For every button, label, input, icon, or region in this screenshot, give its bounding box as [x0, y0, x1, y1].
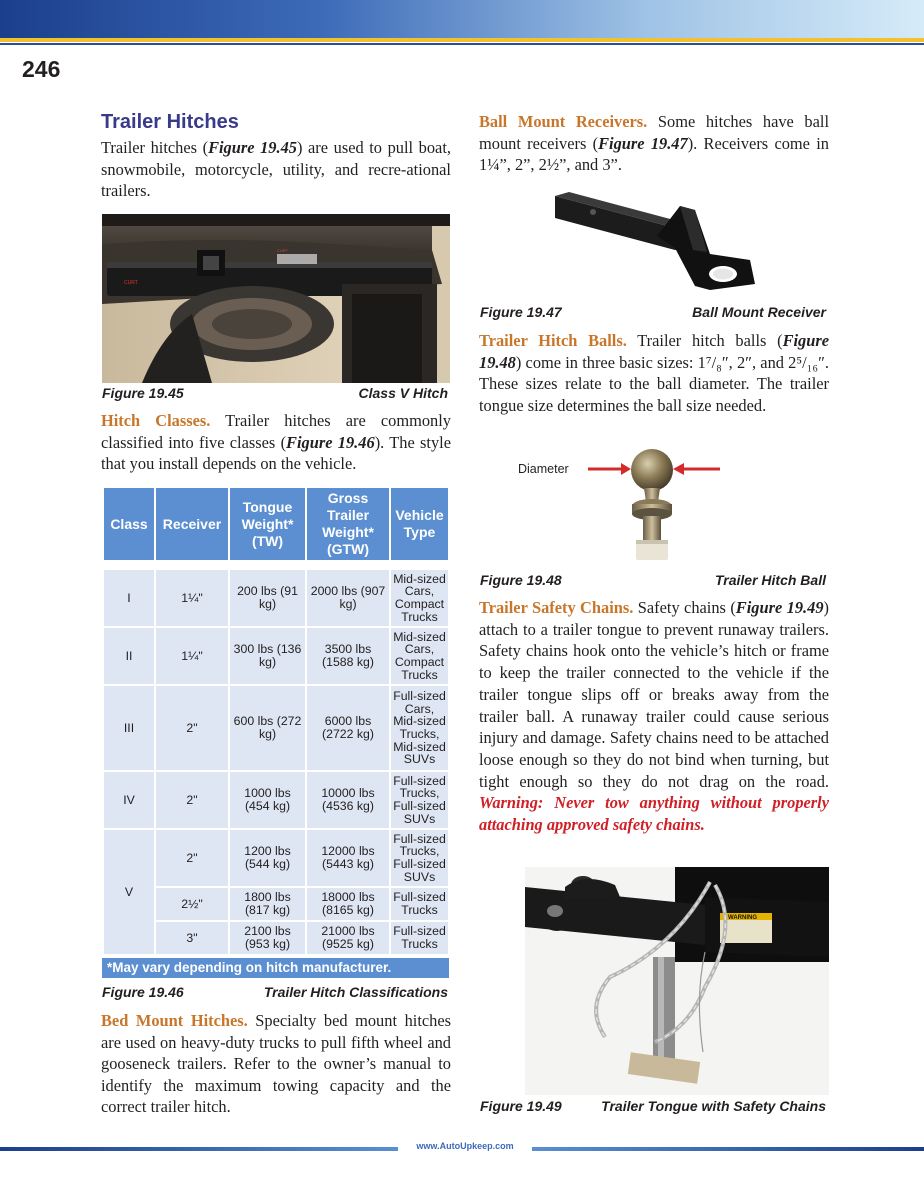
hitch-classes-paragraph: Hitch Classes. Trailer hitches are commonly classified into five classes (Figure 19.46). The style that you install depends on the vehicle.	[101, 411, 451, 474]
hitch-balls-section	[479, 330, 829, 416]
figure-19-47-caption: Figure 19.47 Ball Mount Receiver	[480, 304, 826, 320]
table-cell: Full-sized Cars, Mid-sized Trucks, Mid-sized SUVs	[390, 685, 449, 771]
table-cell: 2000 lbs (907 kg)	[306, 569, 390, 627]
table-cell: V	[103, 829, 155, 955]
header-rule-thin	[0, 43, 924, 45]
table-cell: 3"	[155, 921, 229, 955]
table-cell: Mid-sized Cars, Compact Trucks	[390, 569, 449, 627]
table-cell: Full-sized Trucks	[390, 921, 449, 955]
figure-19-48-caption: Figure 19.48 Trailer Hitch Ball	[480, 572, 826, 588]
table-header: Class	[103, 487, 155, 561]
table-cell: 1¼"	[155, 569, 229, 627]
svg-text:CURT: CURT	[277, 248, 289, 253]
header-rule	[0, 38, 924, 42]
table-cell: Full-sized Trucks, Full-sized SUVs	[390, 829, 449, 887]
section-title: Trailer Hitches	[101, 111, 239, 133]
table-row	[103, 887, 449, 921]
diameter-label: Diameter	[518, 462, 569, 476]
table-cell: 10000 lbs (4536 kg)	[306, 771, 390, 829]
table-cell: 200 lbs (91 kg)	[229, 569, 306, 627]
ball-mount-receiver-photo	[545, 188, 760, 300]
table-cell: 2"	[155, 771, 229, 829]
table-cell: 2"	[155, 685, 229, 771]
table-cell: 1800 lbs (817 kg)	[229, 887, 306, 921]
safety-chains-section	[479, 597, 829, 836]
table-cell: 18000 lbs (8165 kg)	[306, 887, 390, 921]
table-header: Gross Trailer Weight* (GTW)	[306, 487, 390, 561]
table-cell: 3500 lbs (1588 kg)	[306, 627, 390, 685]
table-cell: I	[103, 569, 155, 627]
footer-rule-left	[0, 1147, 398, 1151]
bed-mount-section	[101, 1010, 451, 1118]
intro-paragraph: Trailer hitches (Figure 19.45) are used to pull boat, snowmobile, motorcycle, utility, and recre-ational trailers.	[101, 138, 451, 201]
section-trailer-hitches	[101, 111, 451, 202]
table-row	[103, 771, 449, 829]
hitch-balls-paragraph: Trailer Hitch Balls. Trailer hitch balls (Figure 19.48) come in three basic sizes: 1⁷/₈″, 2″, and 2⁵/₁₆″. These sizes relate to the ball diameter. The trailer tongue size determines the ball size needed.	[479, 331, 830, 415]
table-cell: 1200 lbs (544 kg)	[229, 829, 306, 887]
table-cell: Full-sized Trucks, Full-sized SUVs	[390, 771, 449, 829]
table-row	[103, 627, 449, 685]
footer-url[interactable]: www.AutoUpkeep.com	[416, 1141, 514, 1151]
ball-mount-section	[479, 111, 829, 176]
figure-19-46-caption: Figure 19.46 Trailer Hitch Classifications	[102, 984, 448, 1000]
table-row	[103, 685, 449, 771]
ball-mount-paragraph: Ball Mount Receivers. Some hitches have ball mount receivers (Figure 19.47). Receivers come in 1¼”, 2”, 2½”, and 3”.	[479, 112, 829, 175]
table-cell: III	[103, 685, 155, 771]
svg-text:CURT: CURT	[124, 280, 138, 286]
table-header: Vehicle Type	[390, 487, 449, 561]
class-v-hitch-photo	[102, 214, 450, 383]
table-header: Receiver	[155, 487, 229, 561]
header-banner	[0, 0, 924, 38]
safety-chains-paragraph: Trailer Safety Chains. Safety chains (Figure 19.49) attach to a trailer tongue to prevent runaway trailers. Safety chains hook onto the vehicle’s hitch or frame to keep the trailer connected to the vehicle if the trailer tongue slips off or breaks away from the trailer ball. A runaway trailer could cause serious injury and damage. Safety chains need to be attached loose enough so they do not bind when turning, but tight enough so they do not drag on the road. Warning: Never tow anything without properly attaching approved safety chains.	[479, 598, 830, 835]
table-cell: Full-sized Trucks	[390, 887, 449, 921]
page-number: 246	[22, 56, 61, 82]
table-cell: 1000 lbs (454 kg)	[229, 771, 306, 829]
hitch-classification-table	[102, 486, 450, 956]
table-cell: 1¼"	[155, 627, 229, 685]
bed-mount-paragraph: Bed Mount Hitches. Specialty bed mount hitches are used on heavy-duty trucks to pull fifth wheel and gooseneck trailers. Refer to the owner’s manual to identify the maximum towing capacity and the correct trailer hitch.	[101, 1011, 451, 1117]
safety-warning: Warning: Never tow anything without properly attaching approved safety chains.	[479, 793, 829, 835]
hitch-classes-section	[101, 410, 451, 475]
table-row	[103, 921, 449, 955]
table-cell: 2"	[155, 829, 229, 887]
table-cell: II	[103, 627, 155, 685]
table-cell: 2½"	[155, 887, 229, 921]
warning-sticker-text: WARNING	[728, 915, 757, 921]
footer-rule-right	[532, 1147, 924, 1151]
table-header: Tongue Weight* (TW)	[229, 487, 306, 561]
table-cell: 12000 lbs (5443 kg)	[306, 829, 390, 887]
hitch-ball-figure	[508, 444, 738, 568]
table-row	[103, 569, 449, 627]
table-footnote: *May vary depending on hitch manufacturer.	[102, 958, 449, 978]
table-cell: 21000 lbs (9525 kg)	[306, 921, 390, 955]
table-cell: 300 lbs (136 kg)	[229, 627, 306, 685]
figure-19-49-caption: Figure 19.49 Trailer Tongue with Safety Chains	[480, 1098, 826, 1114]
table-cell: 6000 lbs (2722 kg)	[306, 685, 390, 771]
table-cell: Mid-sized Cars, Compact Trucks	[390, 627, 449, 685]
figure-19-45-caption: Figure 19.45 Class V Hitch	[102, 385, 448, 401]
trailer-tongue-chains-photo	[525, 867, 829, 1095]
table-cell: 2100 lbs (953 kg)	[229, 921, 306, 955]
table-row	[103, 829, 449, 887]
table-cell: 600 lbs (272 kg)	[229, 685, 306, 771]
figure-ref: Figure 19.45	[208, 138, 297, 157]
table-cell: IV	[103, 771, 155, 829]
